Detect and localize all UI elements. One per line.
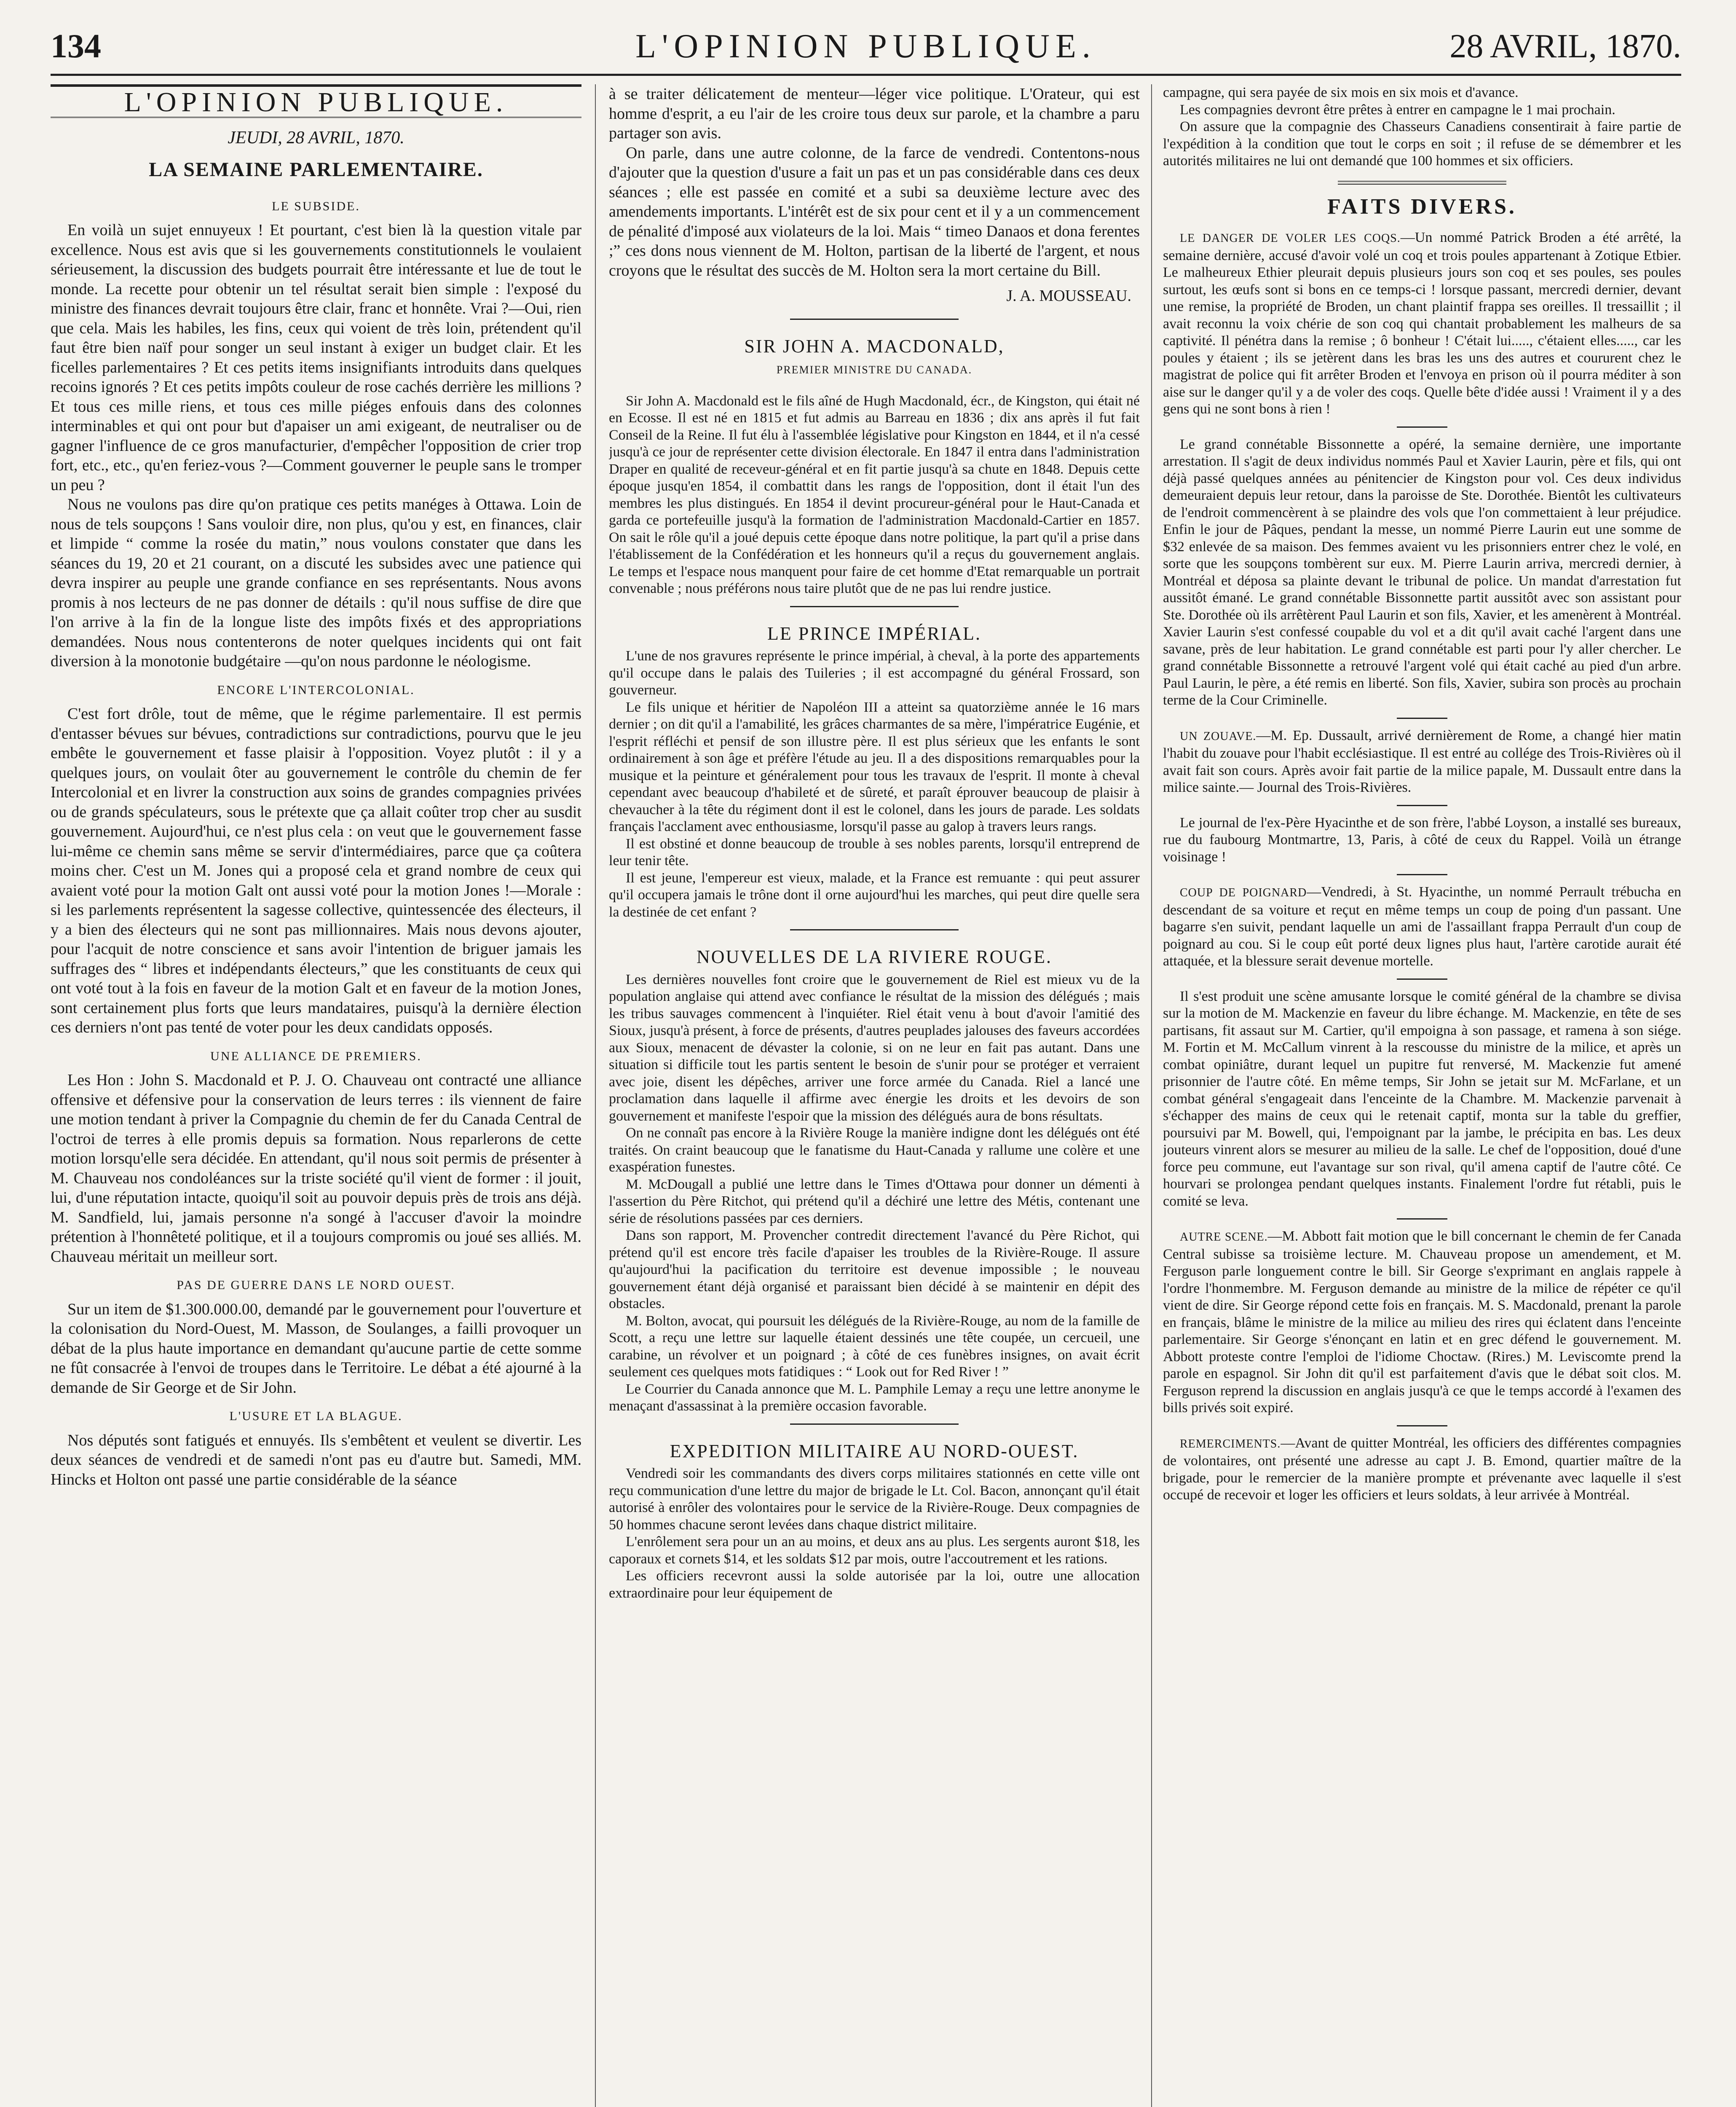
paragraph: Le fils unique et héritier de Napoléon III a atteint sa quatorzième année le 16 mars dernier ; on dit qu'il a l'amabilité, les grâces charmantes de sa mère, l'impératrice Eugénie, et l'esprit réfléchi et pensif de son illustre père. Il est plus sérieux que les enfants le sont ordinairement à son âge et préfère l'étude au jeu. Il a des dispositions remarquables pour la musique et la peinture et généralement pour tous les travaux de l'esprit. Il monte à cheval cependant avec beaucoup d'habileté et de sûreté, et paraît éprouver beaucoup de plaisir à chevaucher à la tête du régiment dont il est le colonel, dans les jours de parade. Les soldats français l'acclament avec enthousiasme, lorsqu'il passe au galop à travers leurs rangs. <box>609 699 1140 834</box>
paragraph: Nous ne voulons pas dire qu'on pratique ces petits manéges à Ottawa. Loin de nous de tels soupçons ! Sans vouloir dire, non plus, qu'ou y est, en finances, clair et limpide “ comme la rosée du matin,” nous voulons constater que dans les séances du 19, 20 et 21 courant, on a discuté les subsides avec une patience qui devra inspirer au peuple une grande confiance en ses représentants. Nous avons promis à nos lecteurs de ne pas donner de détails : qu'il nous suffise de dire que l'on arrive à la fin de la longue liste des impôts fixés et des appropriations demandées. Nous nous contenterons de noter quelques incidents qui ont fait diversion à la monotonie budgétaire —qu'on nous pardonne le néologisme. <box>51 496 581 670</box>
paragraph: On assure que la compagnie des Chasseurs Canadiens consentirait à faire partie de l'expédition à la condition que tout le corps en soit ; il refuse de se démembrer et les autorités militaires ne lui ont demandé que 100 hommes et six officiers. <box>1163 119 1681 169</box>
news-item <box>1163 884 1681 970</box>
news-item-text: Le grand connétable Bissonnette a opéré, la semaine dernière, une importante arrestation. Il s'agit de deux individus nommés Paul et Xavier Laurin, père et fils, qui ont déjà passé quelques années au pénitencier de Kingston pour vol. Ces deux individus demeuraient depuis leur retour, dans la paroisse de Ste. Dorothée. Bientôt les cultivateurs de l'endroit commencèrent à se plaindre des vols que l'on commettaient à leur préjudice. Enfin le jour de Pâques, pendant la messe, un nommé Pierre Laurin eut une somme de $32 enlevée de sa maison. Des femmes avaient vu les prisonniers entrer chez le volé, en sorte que les soupçons tombèrent sur eux. M. Pierre Laurin arriva, mercredi dernier, à Montréal et déposa sa plainte devant le tribunal de police. Un mandat d'arrestation fut aussitôt émané. Le grand connétable Bissonnette partit aussitôt avec son assistant pour Ste. Dorothée où ils arrêtèrent Paul Laurin et son fils, Xavier, et les amenèrent à Montréal. Xavier Laurin s'est confessé coupable du vol et a dit qu'il avait caché l'argent dans une savane, près de leur habitation. Le grand connétable est parti pour l'y aller chercher. Le grand connétable Bissonnette a retrouvé l'argent volé qui était caché au pied d'un arbre. Paul Laurin, le père, a été remis en liberté. Son fils, Xavier, subira son procès au prochain terme de la Cour Criminelle. <box>1163 436 1681 708</box>
separator <box>1397 978 1447 980</box>
separator <box>1397 874 1447 875</box>
paragraph: à se traiter délicatement de menteur—léger vice politique. L'Orateur, qui est homme d'esprit, a eu l'air de les croire tous deux sur parole, et la chambre a paru partager son avis. <box>609 85 1140 142</box>
news-item <box>1163 1228 1681 1417</box>
section-subheading: UNE ALLIANCE DE PREMIERS. <box>210 1049 422 1063</box>
news-item-lead: REMERCIMENTS. <box>1180 1437 1281 1450</box>
separator <box>1397 426 1447 428</box>
paragraph: On parle, dans une autre colonne, de la farce de vendredi. Contentons-nous d'ajouter que la question d'usure a fait un pas et un pas considérable dans ces deux séances ; elle est passée en comité et a subi sa deuxième lecture avec des amendements importants. L'intérêt est de six pour cent et il y a un commencement de pénalité d'imposé aux violateurs de la loi. Mais “ timeo Danaos et dona ferentes ;” ces dons nous viennent de M. Holton, partisan de la liberté de l'argent, et nous croyons que le résultat des succès de M. Holton sera la mort certaine du Bill. <box>609 144 1140 279</box>
paragraph: Il est obstiné et donne beaucoup de trouble à ses nobles parents, lorsqu'il entreprend de leur tenir tête. <box>609 836 1140 869</box>
article-title: NOUVELLES DE LA RIVIERE ROUGE. <box>696 946 1053 967</box>
paragraph: L'enrôlement sera pour un an au moins, et deux ans au plus. Les sergents auront $18, les caporaux et cornets $14, et les soldats $12 par mois, outre l'accoutrement et les rations. <box>609 1534 1140 1567</box>
news-item <box>1163 1435 1681 1504</box>
paragraph: campagne, qui sera payée de six mois en six mois et d'avance. <box>1163 85 1519 100</box>
column-divider <box>595 84 596 2107</box>
article-title: LE PRINCE IMPÉRIAL. <box>767 623 981 644</box>
masthead: L'OPINION PUBLIQUE. <box>51 84 581 118</box>
paragraph: On ne connaît pas encore à la Rivière Rouge la manière indigne dont les délégués ont été traités. On craint beaucoup que le fanatisme du Haut-Canada y rallume une colère et une exaspération funestes. <box>609 1125 1140 1175</box>
article-title: SIR JOHN A. MACDONALD, <box>744 335 1005 357</box>
separator <box>790 929 959 930</box>
paragraph: Nos députés sont fatigués et ennuyés. Ils s'embêtent et veulent se divertir. Les deux séances de vendredi et de samedi n'ont pas eu d'autre but. Samedi, MM. Hincks et Holton ont passé une partie considérable de la séance <box>51 1431 581 1488</box>
paragraph: Les Hon : John S. Macdonald et P. J. O. Chauveau ont contracté une alliance offensive et défensive pour la conservation de leurs terres : ils viennent de faire une motion tendant à priver la Compagnie du chemin de fer du Canada Central de l'octroi de terres à elle promis depuis sa formation. Nous reparlerons de cette motion lorsqu'elle sera décidée. En attendant, qu'il nous soit permis de présenter à M. Chauveau nos condoléances sur la triste société qu'il vient de former : il jouit, lui, d'une réputation intacte, quoiqu'il soit au pouvoir depuis près de trois ans déjà. M. Sandfield, lui, jamais personne n'a songé à l'accuser d'avoir la moindre prétention à l'honnêteté politique, et il a toujours compromis ou joué ses alliés. M. Chauveau méritait un meilleur sort. <box>51 1071 581 1265</box>
news-item <box>1163 727 1681 796</box>
news-item-text: Il s'est produit une scène amusante lorsque le comité général de la chambre se divisa sur la motion de M. Mackenzie en faveur du libre échange. M. Mackenzie, en tête de ses partisans, fit assaut sur M. Cartier, qu'il empoigna à son passage, et ramena à son siége. M. Fortin et M. McCallum vinrent à la rescousse du ministre de la milice, et après un combat opiniâtre, durant lequel un pupitre fut renversé, M. Mackenzie fut amené prisonnier de l'autre côté. En même temps, Sir John se jetait sur M. McFarlane, et un combat général s'engageait dans l'enceinte de la Chambre. M. Mackenzie parvenait à s'échapper des mains de ceux qui le retenait captif, monta sur la table du greffier, poursuivi par M. Bowell, qui, l'empoignant par la jambe, le précipita en bas. Les deux jouteurs vinrent alors se mesurer au milieu de la salle. Le chef de l'opposition, doué d'une force peu commune, eut l'avantage sur son rival, qu'il amena captif de l'autre côté. Ce hourvari se prolongea pendant quelques instants. Finalement l'ordre fut rétabli, puis le comité se leva. <box>1163 988 1681 1209</box>
column-2 <box>609 84 1140 2107</box>
paragraph: M. Bolton, avocat, qui poursuit les délégués de la Rivière-Rouge, au nom de la famille de Scott, a reçu une lettre sur laquelle étaient dessinés une tête coupée, un cercueil, une carabine, un révolver et un poignard ; à côté de ces funèbres insignes, on avait écrit seulement ces quelques mots fatidiques : “ Look out for Red River ! ” <box>609 1313 1140 1380</box>
separator <box>1338 181 1506 185</box>
paragraph: Les officiers recevront aussi la solde autorisée par la loi, outre une allocation extraordinaire pour leur équipement de <box>609 1568 1140 1601</box>
news-item <box>1163 229 1681 418</box>
paragraph: Sur un item de $1.300.000.00, demandé par le gouvernement pour l'ouverture et la colonisation du Nord-Ouest, M. Masson, de Soulanges, a failli provoquer un débat de la plus haute importance en demandant qu'aucune partie de cette somme ne fût consacrée à l'envoi de troupes dans le Territoire. Le débat a été ajourné à la demande de Sir George et de Sir John. <box>51 1300 581 1397</box>
news-item-text: —Vendredi, à St. Hyacinthe, un nommé Perrault trébucha en descendant de sa voiture et reçut en même temps un coup de poing d'un passant. Une bagarre s'en suivit, pendant laquelle un ami de l'assaillant frappa Perrault d'un coup de poignard au cou. Si le coup eût porté deux lignes plus haut, l'artère carotide aurait été attaquée, et la blessure serait devenue mortelle. <box>1163 884 1681 969</box>
news-item-text: —Avant de quitter Montréal, les officiers des différentes compagnies de volontaires, ont présenté une adresse au capt J. B. Emond, quartier maître de la brigade, pour le remercier de la manière prompte et prévenante avec laquelle il s'est occupé de recevoir et loger les officiers et leurs soldats, à leur arrivée à Montréal. <box>1163 1435 1681 1503</box>
column-3 <box>1163 84 1681 2107</box>
column-divider <box>1151 84 1152 2107</box>
news-item-lead: COUP DE POIGNARD <box>1180 886 1307 899</box>
main-heading: LA SEMAINE PARLEMENTAIRE. <box>149 158 483 181</box>
news-item-lead: LE DANGER DE VOLER LES COQS. <box>1180 232 1401 245</box>
paragraph: Vendredi soir les commandants des divers corps militaires stationnés en cette ville ont reçu communication d'une lettre du major de brigade le Lt. Col. Bacon, annonçant qu'il était autorisé à enrôler des volontaires pour le service de la Rivière-Rouge. Deux compagnies de 50 hommes chacune seront levées dans chaque district militaire. <box>609 1466 1140 1533</box>
signature: J. A. MOUSSEAU. <box>1006 287 1131 305</box>
separator <box>1397 1425 1447 1426</box>
page-header <box>51 23 1681 76</box>
section-subheading: PAS DE GUERRE DANS LE NORD OUEST. <box>177 1278 455 1292</box>
news-item-text: —M. Ep. Dussault, arrivé dernièrement de Rome, a changé hier matin l'habit du zouave pour l'habit ecclésiastique. Il est entré au collége des Trois-Rivières où il avait fait son cours. Après avoir fait partie de la milice papale, M. Dussault entre dans la milice sainte.— Journal des Trois-Rivières. <box>1163 727 1681 795</box>
news-item-text: —Un nommé Patrick Broden a été arrêté, la semaine dernière, accusé d'avoir volé un coq et trois poules appartenant à Zotique Etbier. Le malheureux Ethier pleurait depuis plusieurs jours son coq et ses poules, ses poules surtout, les œufs sont si bons en ce temps-ci ! lorsque passant, mercredi dernier, devant une remise, la propriété de Broden, un chant plaintif frappa ses oreilles. Il tressaillit ; il avait reconnu la voix chérie de son coq qui chantait probablement les malheurs de sa captivité. Il pénétra dans la remise ; ô bonheur ! C'était lui....., c'étaient elles....., car les poules y étaient ; ils se jetèrent dans les bras les uns des autres et coururent chez le magistrat de police qui fit arrêter Broden et l'envoya en prison où il pourra méditer à son aise sur le danger qu'il y a de voler des coqs. Quelle bête d'idée aussi ! Vraiment il y a des gens qui ne sont bons à rien ! <box>1163 230 1681 417</box>
section-subheading: LE SUBSIDE. <box>272 199 360 213</box>
page-number: 134 <box>51 28 101 65</box>
news-item <box>1163 436 1681 709</box>
article-subtitle: PREMIER MINISTRE DU CANADA. <box>776 364 972 376</box>
paragraph: Les dernières nouvelles font croire que le gouvernement de Riel est mieux vu de la population anglaise qui attend avec confiance le résultat de la mission des délégués ; mais les tribus sauvages commencent à l'inquiéter. Riel était venu à bout d'avoir l'amitié des Sioux, jusqu'à présent, à force de présents, d'autres peuplades jalouses des faveurs accordées aux Sioux, menacent de dévaster la colonie, si on ne leur en fait pas autant. Dans une situation si difficile tout les partis sentent le besoin de s'unir pour se protéger et verraient avec joie, disent les dépêches, arriver une force armée du Canada. Riel a lancé une proclamation dans laquelle il affirme avec énergie les droits et les devoirs de son gouvernement et manifeste l'espoir que la mission des délégués aura de bons résultats. <box>609 971 1140 1124</box>
running-date: 28 AVRIL, 1870. <box>1449 28 1681 65</box>
column-1 <box>51 84 581 2107</box>
paragraph: M. McDougall a publié une lettre dans le Times d'Ottawa pour donner un démenti à l'assertion du Père Ritchot, qui prétend qu'il a déchiré une lettre des Métis, contenant une série de résolutions passées par ces derniers. <box>609 1176 1140 1226</box>
paragraph: C'est fort drôle, tout de même, que le régime parlementaire. Il est permis d'entasser bévues sur bévues, contradictions sur contradictions, pourvu que le jeu embête le gouvernement et fasse plaisir à l'opposition. Voyez plutôt : il y a quelques jours, on voulait ôter au gouvernement le contrôle du chemin de fer Intercolonial et en livrer la construction aux soins de grandes compagnies privées ou de grands spéculateurs, sous le prétexte que ça allait coûter trop cher au susdit gouvernement. Aujourd'hui, ce n'est plus cela : on veut que le gouvernement fasse lui-même ce chemin sans même se servir d'intermédiaires, parce que ça coûtera moins cher. C'est un M. Jones qui a proposé cela et grand nombre de ceux qui avaient voté pour la motion Galt ont aussi voté pour la motion Jones !—Morale : si les parlements représentent la sagesse collective, quintessencée des électeurs, il y a bien des électeurs qui ne sont pas millionnaires. Mais nous devons ajouter, pour l'acquit de notre conscience et sans avoir l'intention de briguer jamais les suffrages des “ libres et indépendants électeurs,” que les constituants de ceux qui ont voté tout à la fois en faveur de la motion Galt et en faveur de la motion Jones, sont certainement plus forts que leurs mandataires, puisqu'à la dernière élection ces derniers n'ont pas tenté de voter pour les deux candidats opposés. <box>51 705 581 1036</box>
section-subheading: L'USURE ET LA BLAGUE. <box>229 1409 403 1423</box>
running-title: L'OPINION PUBLIQUE. <box>635 28 1096 65</box>
news-item-lead: AUTRE SCENE. <box>1180 1230 1268 1244</box>
news-item-lead: UN ZOUAVE. <box>1180 729 1256 743</box>
news-item-text: —M. Abbott fait motion que le bill concernant le chemin de fer Canada Central subisse sa troisième lecture. M. Chauveau propose un amendement, et M. Ferguson parle longuement contre le bill. Sir George s'exprimant en anglais rappele à l'ordre l'honmembre. M. Ferguson demande au ministre de la milice de répéter ce qu'il vient de dire. Sir George répond cette fois en français. M. S. Macdonald, prenant la parole en français, blâme le ministre de la milice au milieu des rires qui éclatent dans l'enceinte parlementaire. Sir George s'énonçant en latin et en grec défend le gouvernement. M. Abbott proteste contre l'emploi de l'idiome Choctaw. (Rires.) M. Leviscomte prend la parole en espagnol. Sir John dit qu'il est parfaitement d'avis que le débat soit clos. M. Ferguson reprend la discussion en anglais jusqu'à ce que le temps accordé à l'examen des bills privés soit expiré. <box>1163 1228 1681 1415</box>
news-item <box>1163 988 1681 1210</box>
section-subheading: ENCORE L'INTERCOLONIAL. <box>217 683 415 697</box>
faits-divers-heading: FAITS DIVERS. <box>1327 194 1517 219</box>
separator <box>790 606 959 607</box>
separator <box>1397 805 1447 806</box>
paragraph: L'une de nos gravures représente le prince impérial, à cheval, à la porte des appartements qu'il occupe dans le palais des Tuileries ; il est accompagné du général Frossard, son gouverneur. <box>609 648 1140 698</box>
separator <box>790 319 959 320</box>
separator <box>1397 1218 1447 1220</box>
separator <box>790 1423 959 1425</box>
paragraph: En voilà un sujet ennuyeux ! Et pourtant, c'est bien là la question vitale par excellence. Nous est avis que si les gouvernements constitutionnels le voulaient sérieusement, la discussion des budgets pourrait être intéressante et lue de tout le monde. La recette pour obtenir un tel résultat serait bien simple : l'exposé du ministre des finances devrait toujours être clair, franc et honnête. Vrai ?—Oui, rien que cela. Mais les habiles, les fins, ceux qui voient de très loin, prétendent qu'il faut être bien naïf pour songer un seul instant à exiger un budget clair. Et les ficelles parlementaires ? Et ces petits items insignifiants introduits dans quelques recoins ignorés ? Et ces petits impôts couleur de rose cachés derrière les millions ? Et tous ces mille riens, et tous ces mille piéges enfouis dans des colonnes interminables et qui ont pour but d'apaiser un ami exigeant, de neutraliser ou de gagner l'influence de ce gros manufacturier, d'empêcher l'opposition de crier trop fort, etc., etc., qu'en feriez-vous ?—Comment gouverner le peuple sans le tromper un peu ? <box>51 221 581 494</box>
news-item-text: Le journal de l'ex-Père Hyacinthe et de son frère, l'abbé Loyson, a installé ses bureaux, rue du faubourg Montmartre, 13, Paris, à côté de ceux du Rappel. Voilà un étrange voisinage ! <box>1163 815 1681 865</box>
paragraph: Sir John A. Macdonald est le fils aîné de Hugh Macdonald, écr., de Kingston, qui était né en Ecosse. Il est né en 1815 et fut admis au Barreau en 1836 ; dix ans après il fut fait Conseil de la Reine. Il fut élu à l'assemblée législative pour Kingston en 1844, et il n'a cessé jusqu'à ce jour de représenter cette division électorale. En 1847 il entra dans l'administration Draper en qualité de receveur-général et en fit partie jusqu'à sa chute en 1848. Depuis cette époque jusqu'en 1854, il combattit dans les rangs de l'opposition, dont il était l'un des membres les plus distingués. En 1854 il devint procureur-général pour le Haut-Canada et garda ce portefeuille jusqu'à la formation de l'administration Macdonald-Cartier en 1857. On sait le rôle qu'il a joué depuis cette époque dans notre politique, la part qu'il a prise dans l'établissement de la Confédération et les honneurs qu'il a reçus du gouvernement anglais. Le temps et l'espace nous manquent pour faire de cet homme d'Etat remarquable un portrait convenable ; nous préférons nous taire plutôt que de ne pas lui rendre justice. <box>609 393 1140 596</box>
paragraph: Dans son rapport, M. Provencher contredit directement l'avancé du Père Richot, qui prétend qu'il est encore très facile d'apaiser les troubles de la Rivière-Rouge. Il assure qu'aujourd'hui la pacification du territoire est devenue impossible ; le nouveau gouvernement étant déjà organisé et paraissant bien décidé à se maintenir en dépit des obstacles. <box>609 1228 1140 1311</box>
paragraph: Les compagnies devront être prêtes à entrer en campagne le 1 mai prochain. <box>1180 102 1615 118</box>
news-item <box>1163 815 1681 866</box>
paragraph: Il est jeune, l'empereur est vieux, malade, et la France est remuante : qui peut assurer qu'il occupera jamais le trône dont il orne aujourd'hui les marches, qui peut dire quelle sera la destinée de cet enfant ? <box>609 870 1140 920</box>
separator <box>1397 718 1447 719</box>
paragraph: Le Courrier du Canada annonce que M. L. Pamphile Lemay a reçu une lettre anonyme le menaçant d'assassinat à la première occasion favorable. <box>609 1381 1140 1414</box>
dateline: JEUDI, 28 AVRIL, 1870. <box>228 128 405 147</box>
article-title: EXPEDITION MILITAIRE AU NORD-OUEST. <box>670 1440 1079 1461</box>
